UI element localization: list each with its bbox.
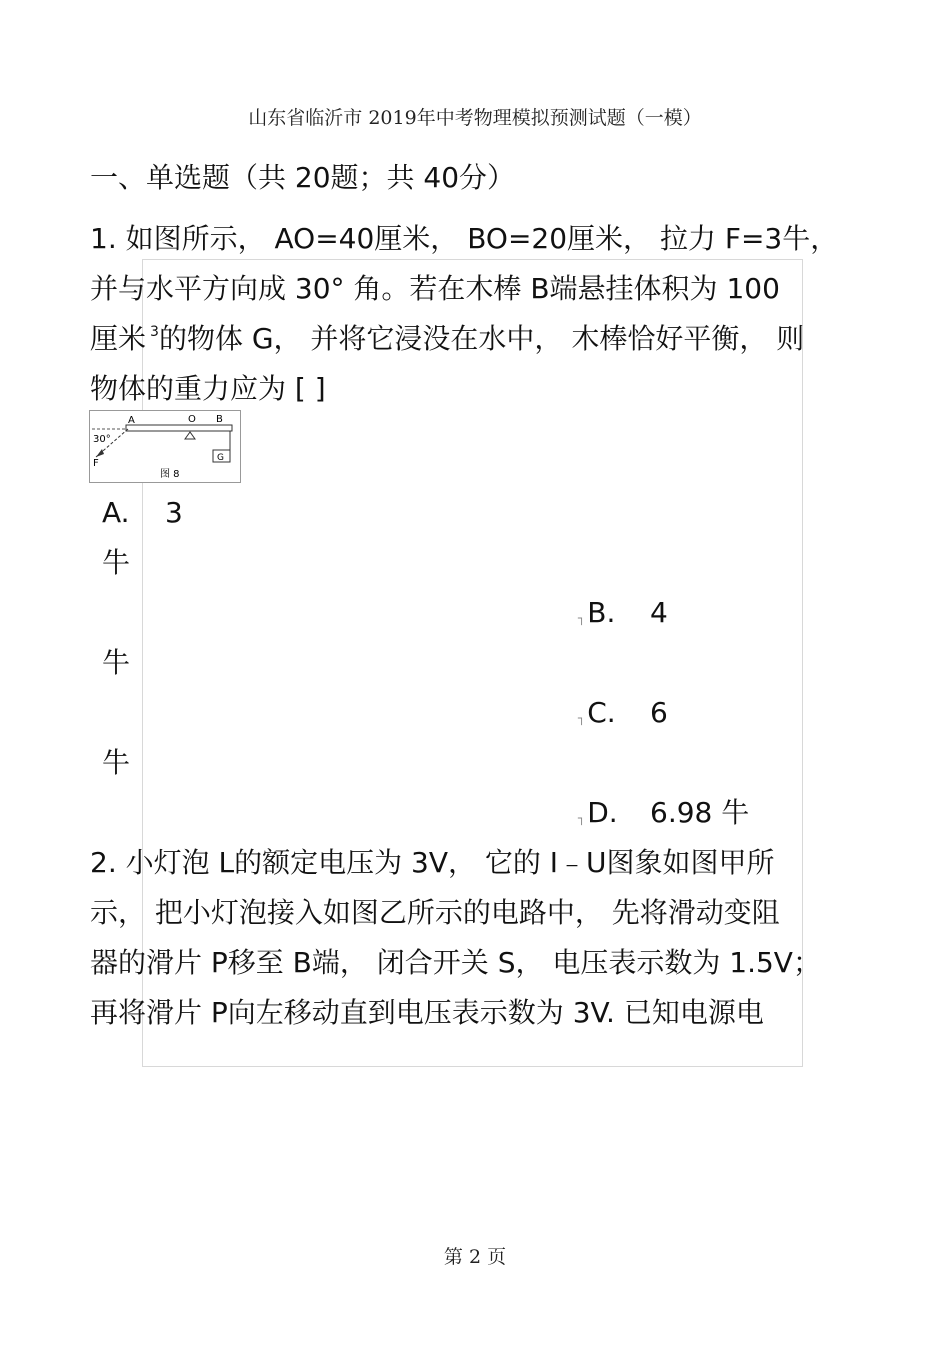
option-b-letter: B.	[587, 596, 616, 629]
q1-line-2: 并与水平方向成 30° 角。若在木棒 B端悬挂体积为 100	[90, 272, 780, 305]
option-a-value: 3	[165, 496, 183, 529]
q2-line-4: 再将滑片 P向左移动直到电压表示数为 3V. 已知电源电	[90, 996, 764, 1029]
page-title: 山东省临沂市 2019年中考物理模拟预测试题（一模）	[248, 107, 702, 129]
q2-line-2: 示， 把小灯泡接入如图乙所示的电路中， 先将滑动变阻	[90, 896, 780, 929]
q1-line-4: 物体的重力应为 [ ]	[90, 372, 326, 405]
option-d-mark: ┐	[578, 811, 586, 825]
q1-line-3-rest: 的物体 G， 并将它浸没在水中， 木棒恰好平衡， 则	[158, 322, 805, 355]
option-d-value: 6.98 牛	[650, 796, 750, 829]
wooden-stick	[126, 425, 232, 431]
fulcrum-triangle	[185, 432, 195, 439]
label-b: B	[216, 414, 223, 425]
option-a-letter: A.	[102, 496, 130, 529]
label-g: G	[217, 453, 224, 463]
section-heading: 一、单选题（共 20题；共 40分）	[90, 161, 516, 194]
option-c	[578, 695, 616, 736]
q1-line-3	[90, 321, 804, 362]
label-a: A	[128, 415, 135, 426]
label-angle: 30°	[93, 434, 111, 445]
lever-diagram-svg	[90, 411, 240, 482]
q1-exponent: 3	[150, 324, 159, 340]
q2-line-3: 器的滑片 P移至 B端， 闭合开关 S， 电压表示数为 1.5V；	[90, 946, 821, 979]
lever-figure	[89, 410, 241, 483]
option-c-mark: ┐	[578, 711, 586, 725]
option-b-mark: ┐	[578, 611, 586, 625]
label-o: O	[188, 414, 196, 425]
option-a-unit: 牛	[102, 546, 131, 579]
option-b-unit: 牛	[102, 646, 131, 679]
q1-line-1: 1. 如图所示， AO=40厘米， BO=20厘米， 拉力 F=3牛，	[90, 222, 839, 255]
force-arrowhead	[96, 449, 104, 457]
q1-line-3-unit: 厘米	[90, 322, 147, 355]
page-number: 第 2 页	[443, 1246, 507, 1268]
option-b	[578, 595, 615, 636]
option-b-value: 4	[650, 596, 668, 629]
option-c-unit: 牛	[102, 746, 131, 779]
option-c-letter: C.	[587, 696, 616, 729]
option-d-letter: D.	[587, 796, 618, 829]
figure-caption: 图 8	[160, 469, 180, 480]
option-c-value: 6	[650, 696, 668, 729]
option-d	[578, 795, 618, 836]
q2-line-1: 2. 小灯泡 L的额定电压为 3V， 它的 I﹣U图象如图甲所	[90, 846, 775, 879]
label-f: F	[93, 458, 99, 469]
